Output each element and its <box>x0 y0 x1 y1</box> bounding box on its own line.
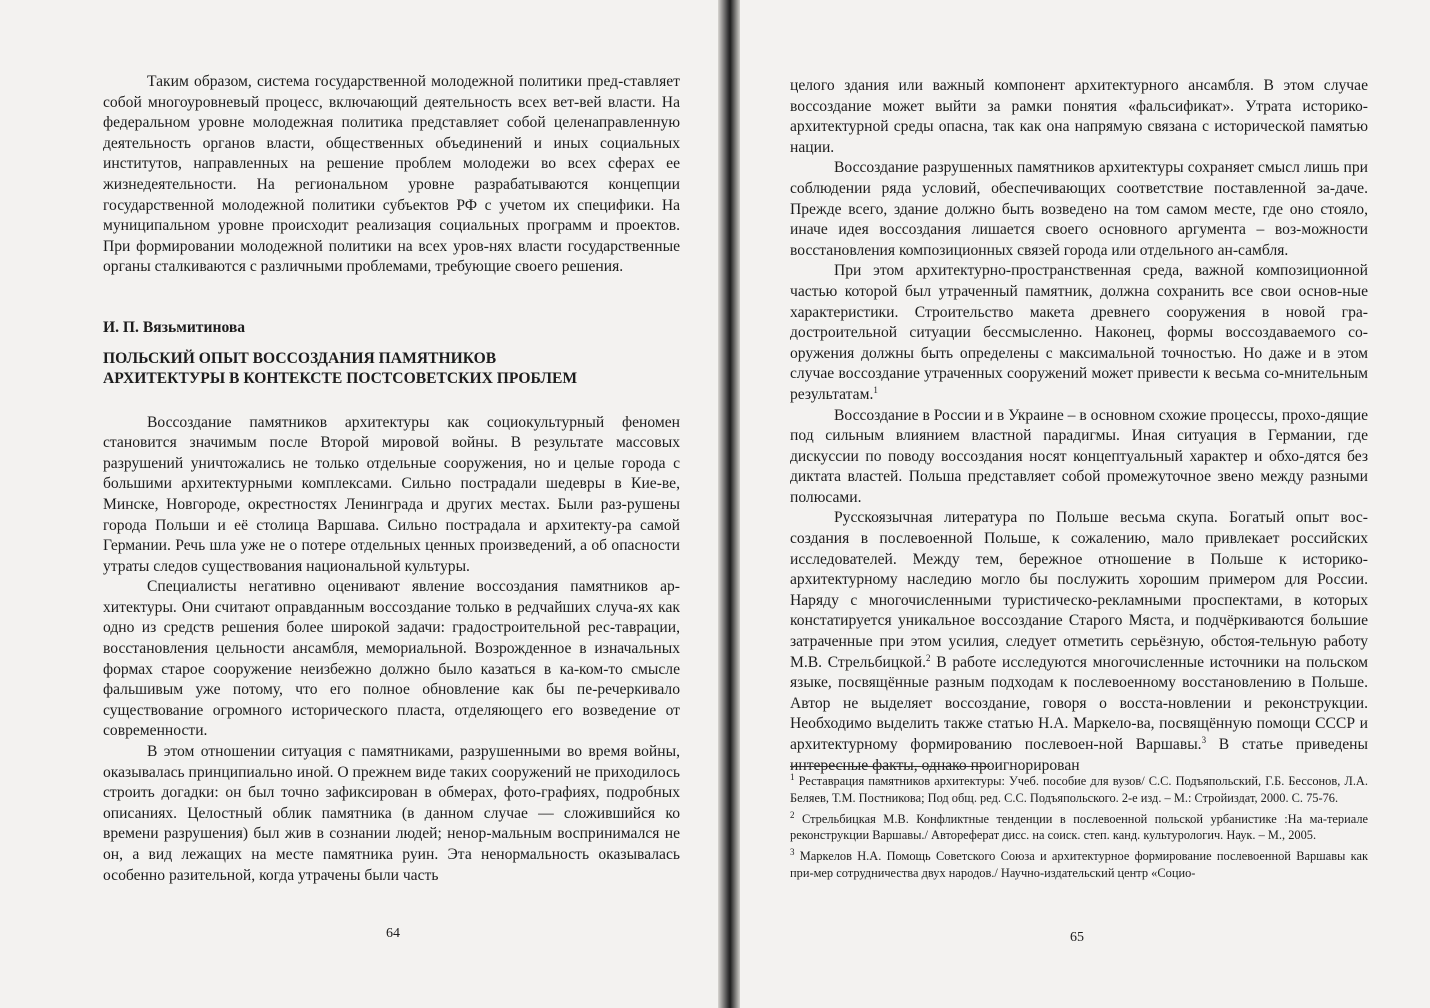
footnote-number: 3 <box>790 847 795 858</box>
page-number: 64 <box>386 926 400 941</box>
footnote-text: Маркелов Н.А. Помощь Советского Союза и архитектурное формирование послевоенной Варшавы как при-мер сотрудничества двух народов./ Научно-издательский центр «Социо- <box>790 849 1368 880</box>
left-text-column <box>103 72 680 886</box>
footnote-number: 2 <box>790 809 795 820</box>
footnote-number: 1 <box>790 771 795 782</box>
paragraph: Специалисты негативно оценивают явление воссоздания памятников ар-хитектуры. Они считают оправданным воссоздание только в редчайших случа-ях как одно из средств решения более широкой задачи: градостроительной рес-таврации, восстановления цельности ансамбля, мемориальной. Возрожденное в изначальных формах старое сооружение неизбежно должно было казаться в ка-ком-то смысле фальшивым уже потому, что его полное обновление как бы пе-речеркивало существование огромного исторического пласта, отделяющего его возведение от современности. <box>103 578 680 740</box>
article-title-line: АРХИТЕКТУРЫ В КОНТЕКСТЕ ПОСТСОВЕТСКИХ ПРОБЛЕМ <box>103 369 578 387</box>
paragraph-text: Русскоязычная литература по Польше весьма скупа. Богатый опыт вос-создания в послевоенной Польше, к сожалению, мало привлекает российских исследователей. Между тем, бережное отношение в Польше к историко-архитектурному наследию могло бы послужить хорошим примером для России. Наряду с многочисленными туристическо-рекламными проспектами, в которых констатируется уникальное воссоздание Старого Мяста, и подчёркиваются большие затраченные при этом усилия, следует отметить серьёзную, обстоя-тельную работу М.В. Стрельбицкой. <box>790 509 1368 671</box>
paragraph <box>790 508 1368 776</box>
footnotes <box>790 766 1368 886</box>
footnote <box>790 848 1368 882</box>
paragraph: В этом отношении ситуация с памятниками, разрушенными во время войны, оказывалась принципиально иной. О прежнем виде таких сооружений не приходилось строить догадки: он был точно зафиксирован в обмерах, фото-графиях, подробных описаниях. Целостный облик памятника (в данном случае — сложившийся ко времени разрушения) был жив в сознании людей; ненор-мальным воспринимался не он, а вид лежащих на месте памятника руин. Эта ненормальность оказывалась особенно разительной, когда утрачены были часть <box>103 743 681 884</box>
footnote-ref: 1 <box>873 384 878 395</box>
article-title <box>103 349 680 389</box>
article-author: И. П. Вязьмитинова <box>103 318 246 336</box>
footnote <box>790 773 1368 807</box>
right-text-column <box>790 76 1368 776</box>
paragraph: Воссоздание памятников архитектуры как социокультурный феномен становится значимым после Второй мировой войны. В результате массовых разрушений уничтожались не только отдельные сооружения, но и целые города с большими архитектурными комплексами. Сильно пострадали шедевры в Кие-ве, Минске, Новгороде, окрестностях Ленинграда и других местах. Были раз-рушены города Польши и её столица Варшава. Сильно пострадала и архитекту-ра самой Германии. Речь шла уже не о потере отдельных ценных произведений, а об опасности утраты следов существования национальной культуры. <box>103 413 680 575</box>
footnote-text: Стрельбицкая М.В. Конфликтные тенденции в послевоенной польской урбанистике :На ма-териале реконструкции Варшавы./ Автореферат дисс. на соиск. степ. канд. культурологич. Наук. – М., 2005. <box>790 811 1368 843</box>
paragraph: целого здания или важный компонент архитектурного ансамбля. В этом случае воссоздание может выйти за рамки понятия «фальсификат». Утрата историко-архитектурной среды опасна, так как она напрямую связана с исторической памятью нации. <box>790 77 1368 156</box>
paragraph: Воссоздание разрушенных памятников архитектуры сохраняет смысл лишь при соблюдении ряда условий, обеспечивающих соответствие поставленной за-даче. Прежде всего, здание должно быть возведено на том самом месте, где оно стояло, иначе идея воссоздания лишается своего основного аргумента – воз-можности восстановления композиционных связей города или отдельного ан-самбля. <box>790 159 1368 259</box>
paragraph-text: При этом архитектурно-пространственная среда, важной композиционной частью которой был утраченный памятник, должна сохранить все свои основ-ные характеристики. Строительство макета древнего сооружения в новой гра-достроительной ситуации бессмысленно. Наконец, формы воссоздаваемого со-оружения должны быть определены с максимальной точностью. Но даже и в этом случае воссоздание утраченных сооружений может привести к весьма со-мнительным результатам. <box>790 262 1368 403</box>
page-number: 65 <box>1070 930 1084 945</box>
paragraph: Воссоздание в России и в Украине – в основном схожие процессы, прохо-дящие под сильным влиянием властной парадигмы. Иная ситуация в Германии, где дискуссии по поводу воссоздания носят концептуальный характер и обхо-дятся без диктата властей. Польша представляет собой промежуточное звено между разными полюсами. <box>790 406 1368 506</box>
footnote <box>790 811 1368 845</box>
paragraph: Таким образом, система государственной молодежной политики пред-ставляет собой многоуровневый процесс, включающий деятельность всех вет-вей власти. На федеральном уровне молодежная политика представляет собой целенаправленную деятельность органов власти, общественных объединений и иных социальных институтов, направленных на решение проблем молодежи во всех сферах ее жизнедеятельности. На региональном уровне разрабатываются концепции государственной молодежной политики субъектов РФ с учетом их специфики. На муниципальном уровне происходит реализация социальных программ и проектов. При формировании молодежной политики на всех уров-нях власти государственные органы сталкиваются с различными проблемами, требующие своего решения. <box>103 73 680 276</box>
right-page <box>740 0 1430 1008</box>
footnote-ref: 2 <box>926 652 931 663</box>
paragraph-text: В работе исследуются многочисленные источники на польском языке, посвящённые разным подходам к послевоенному восстановлению в Польше. Автор не выделяет воссоздание, говоря о восста-новлении и реконструкции. Необходимо выделить также статью Н.А. Маркело-ва, посвящённую помощи СССР и архитектурному формированию послевоен-ной Варшавы. <box>790 653 1368 753</box>
footnote-text: Реставрация памятников архитектуры: Учеб. пособие для вузов/ С.С. Подъяпольский, Г.Б. Бессонов, Л.А. Беляев, Т.М. Постникова; Под общ. ред. С.С. Подъяпольского. 2-е изд. – М.: Стройиздат, 2000. С. 75-76. <box>790 774 1368 805</box>
article-title-line: ПОЛЬСКИЙ ОПЫТ ВОССОЗДАНИЯ ПАМЯТНИКОВ <box>103 349 497 367</box>
footnote-divider <box>790 766 990 767</box>
footnote-ref: 3 <box>1201 734 1207 745</box>
book-gutter <box>718 0 740 1008</box>
paragraph <box>790 261 1368 405</box>
paragraph-text: В статье приведены интересные факты, однако проигнорирован <box>790 736 1368 774</box>
